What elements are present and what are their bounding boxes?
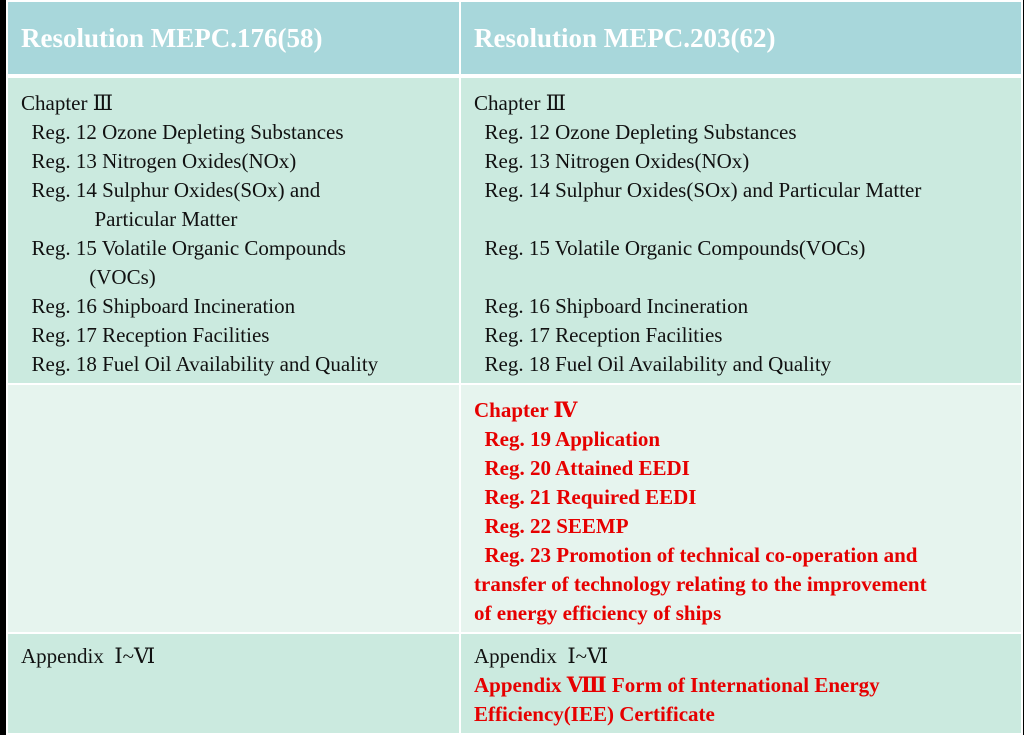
right-chapter4-line: transfer of technology relating to the improvement: [474, 572, 927, 596]
left-chapter3-line: Reg. 13 Nitrogen Oxides(NOx): [21, 149, 297, 173]
chapter4-row: [7, 384, 1022, 633]
right-chapter4-line: Reg. 19 Application: [474, 427, 661, 451]
comparison-table: [6, 0, 1023, 735]
right-chapter3-line: Reg. 15 Volatile Organic Compounds(VOCs): [474, 236, 866, 260]
left-chapter3-line: Reg. 18 Fuel Oil Availability and Quality: [21, 352, 379, 376]
right-appendix-line1: Appendix Ⅰ~Ⅵ: [474, 644, 609, 668]
right-chapter3-cell: [460, 76, 1022, 384]
right-chapter3-title: Chapter Ⅲ: [474, 91, 566, 115]
left-chapter3-line: (VOCs): [21, 265, 156, 289]
right-appendix-line3: Efficiency(IEE) Certificate: [474, 702, 715, 726]
right-chapter3-line: Reg. 16 Shipboard Incineration: [474, 294, 749, 318]
right-chapter3-line: Reg. 17 Reception Facilities: [474, 323, 723, 347]
appendix-row: [7, 633, 1022, 734]
right-chapter3-line: Reg. 12 Ozone Depleting Substances: [474, 120, 797, 144]
right-chapter4-line: of energy efficiency of ships: [474, 601, 722, 625]
left-chapter3-cell: [7, 76, 460, 384]
right-appendix-line2: Appendix Ⅷ Form of International Energy: [474, 673, 880, 697]
header-right: [460, 1, 1022, 76]
left-chapter3-line: Reg. 12 Ozone Depleting Substances: [21, 120, 344, 144]
right-chapter4-cell: [460, 384, 1022, 633]
right-chapter4-line: Reg. 20 Attained EEDI: [474, 456, 690, 480]
right-chapter4-line: Reg. 23 Promotion of technical co-operation and: [474, 543, 918, 567]
header-left: [7, 1, 460, 76]
right-chapter3-line: [474, 263, 1009, 292]
right-chapter3-line: [474, 205, 1009, 234]
left-chapter3-line: Reg. 14 Sulphur Oxides(SOx) and: [21, 178, 321, 202]
right-appendix-cell: [460, 633, 1022, 734]
left-appendix-text: Appendix Ⅰ~Ⅵ: [21, 644, 156, 668]
right-chapter3-line: Reg. 14 Sulphur Oxides(SOx) and Particular Matter: [474, 178, 922, 202]
left-chapter3-line: Particular Matter: [21, 207, 238, 231]
left-appendix-cell: [7, 633, 460, 734]
right-chapter3-line: Reg. 18 Fuel Oil Availability and Quality: [474, 352, 832, 376]
left-empty-cell: [7, 384, 460, 633]
right-chapter4-line: Reg. 21 Required EEDI: [474, 485, 697, 509]
left-chapter3-line: Reg. 15 Volatile Organic Compounds: [21, 236, 346, 260]
left-chapter3-title: Chapter Ⅲ: [21, 91, 113, 115]
header-row: [7, 1, 1022, 76]
left-chapter3-line: Reg. 17 Reception Facilities: [21, 323, 270, 347]
chapter3-row: [7, 76, 1022, 384]
right-chapter4-title: Chapter Ⅳ: [474, 398, 578, 422]
right-chapter4-line: Reg. 22 SEEMP: [474, 514, 629, 538]
right-chapter3-line: Reg. 13 Nitrogen Oxides(NOx): [474, 149, 750, 173]
header-right-text: Resolution MEPC.203(62): [474, 22, 776, 53]
header-left-text: Resolution MEPC.176(58): [21, 22, 323, 53]
left-chapter3-line: Reg. 16 Shipboard Incineration: [21, 294, 296, 318]
